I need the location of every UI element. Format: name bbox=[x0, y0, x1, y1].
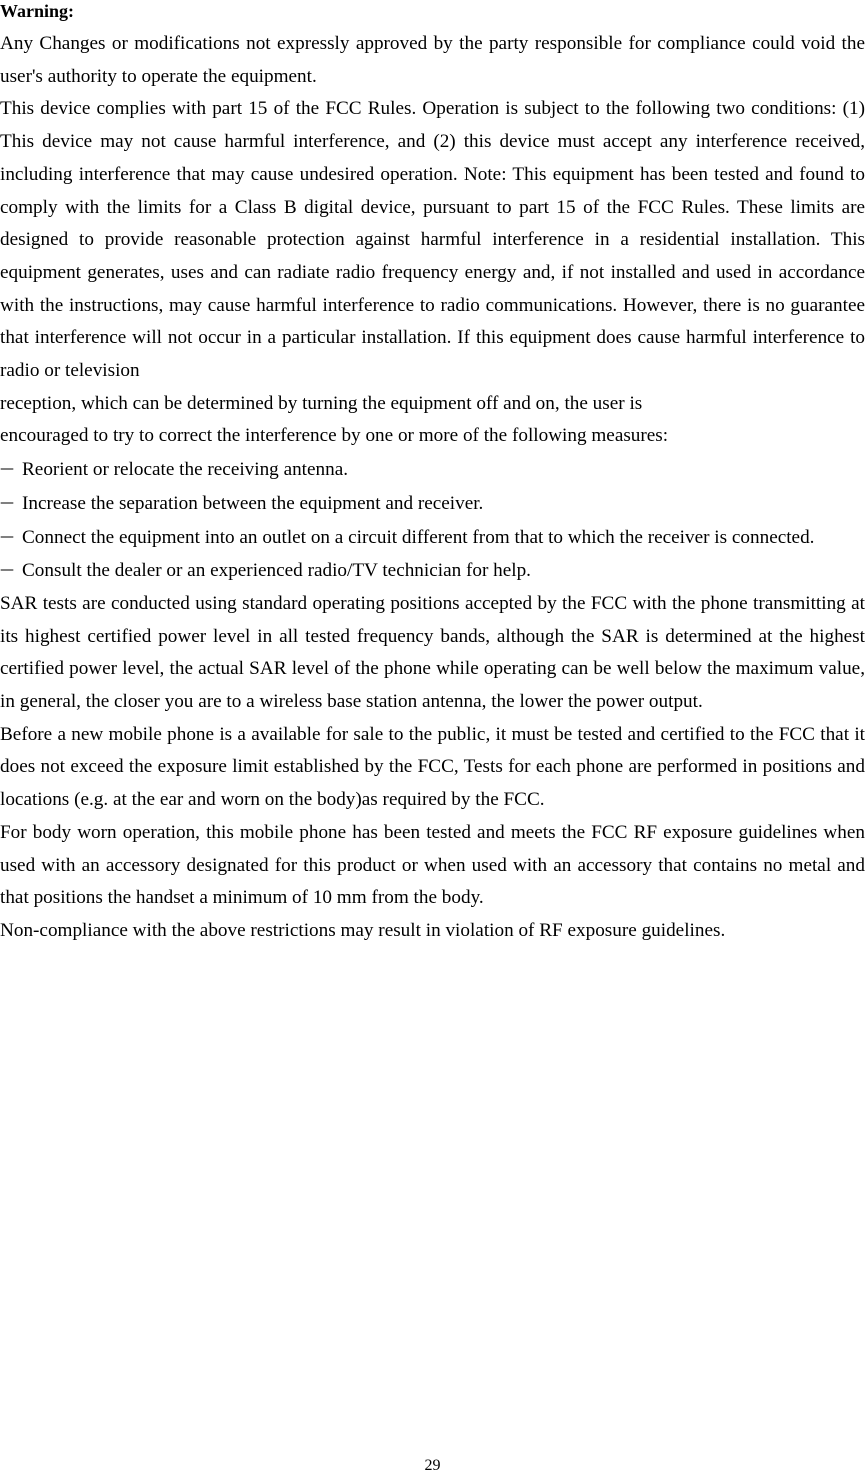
dash-bullet: — bbox=[0, 461, 14, 478]
line-reception: reception, which can be determined by turning the equipment off and on, the user is bbox=[0, 392, 643, 414]
measure-item-increase-separation bbox=[0, 487, 865, 521]
paragraph-body-worn: For body worn operation, this mobile phone has been tested and meets the FCC RF exposure guidelines when used with an accessory designated for this product or when used with an accessory that contains no metal and that positions the handset a minimum of 10 mm from the body. bbox=[0, 821, 865, 909]
measure-item-reorient bbox=[0, 453, 865, 487]
line-encouraged: encouraged to try to correct the interference by one or more of the following measures: bbox=[0, 425, 669, 447]
measure-item-connect-outlet bbox=[0, 521, 865, 555]
measure-text: Reorient or relocate the receiving antenna. bbox=[22, 459, 349, 481]
paragraph-changes-warning: Any Changes or modifications not expressly approved by the party responsible for compliance could void the user's authority to operate the equipment. bbox=[0, 33, 865, 87]
paragraph-before-sale: Before a new mobile phone is a available for sale to the public, it must be tested and certified to the FCC that it does not exceed the exposure limit established by the FCC, Tests for each phone are performed in positions and locations (e.g. at the ear and worn on the body)as required by the FCC. bbox=[0, 723, 865, 811]
dash-bullet: — bbox=[0, 494, 14, 511]
measure-text: Consult the dealer or an experienced radio/TV technician for help. bbox=[22, 560, 531, 582]
paragraph-noncompliance: Non-compliance with the above restrictions may result in violation of RF exposure guidelines. bbox=[0, 919, 726, 941]
measure-item-consult-dealer bbox=[0, 554, 865, 588]
dash-bullet: — bbox=[0, 562, 14, 579]
dash-bullet: — bbox=[0, 528, 14, 545]
paragraph-fcc-compliance: This device complies with part 15 of the FCC Rules. Operation is subject to the following two conditions: (1) This device may not cause harmful interference, and (2) this device must accept any interference received, including interference that may cause undesired operation. Note: This equipment has been tested and found to comply with the limits for a Class B digital device, pursuant to part 15 of the FCC Rules. These limits are designed to provide reasonable protection against harmful interference in a residential installation. This equipment generates, uses and can radiate radio frequency energy and, if not installed and used in accordance with the instructions, may cause harmful interference to radio communications. However, there is no guarantee that interference will not occur in a particular installation. If this equipment does cause harmful interference to radio or television bbox=[0, 98, 865, 382]
measure-text: Connect the equipment into an outlet on a circuit different from that to which the receiver is connected. bbox=[22, 526, 815, 548]
measure-text: Increase the separation between the equipment and receiver. bbox=[22, 492, 484, 514]
warning-heading: Warning: bbox=[0, 1, 75, 21]
page-number: 29 bbox=[424, 1457, 441, 1474]
paragraph-sar-tests: SAR tests are conducted using standard operating positions accepted by the FCC with the phone transmitting at its highest certified power level in all tested frequency bands, although the SAR is determined at the highest certified power level, the actual SAR level of the phone while operating can be well below the maximum value, in general, the closer you are to a wireless base station antenna, the lower the power output. bbox=[0, 592, 865, 713]
